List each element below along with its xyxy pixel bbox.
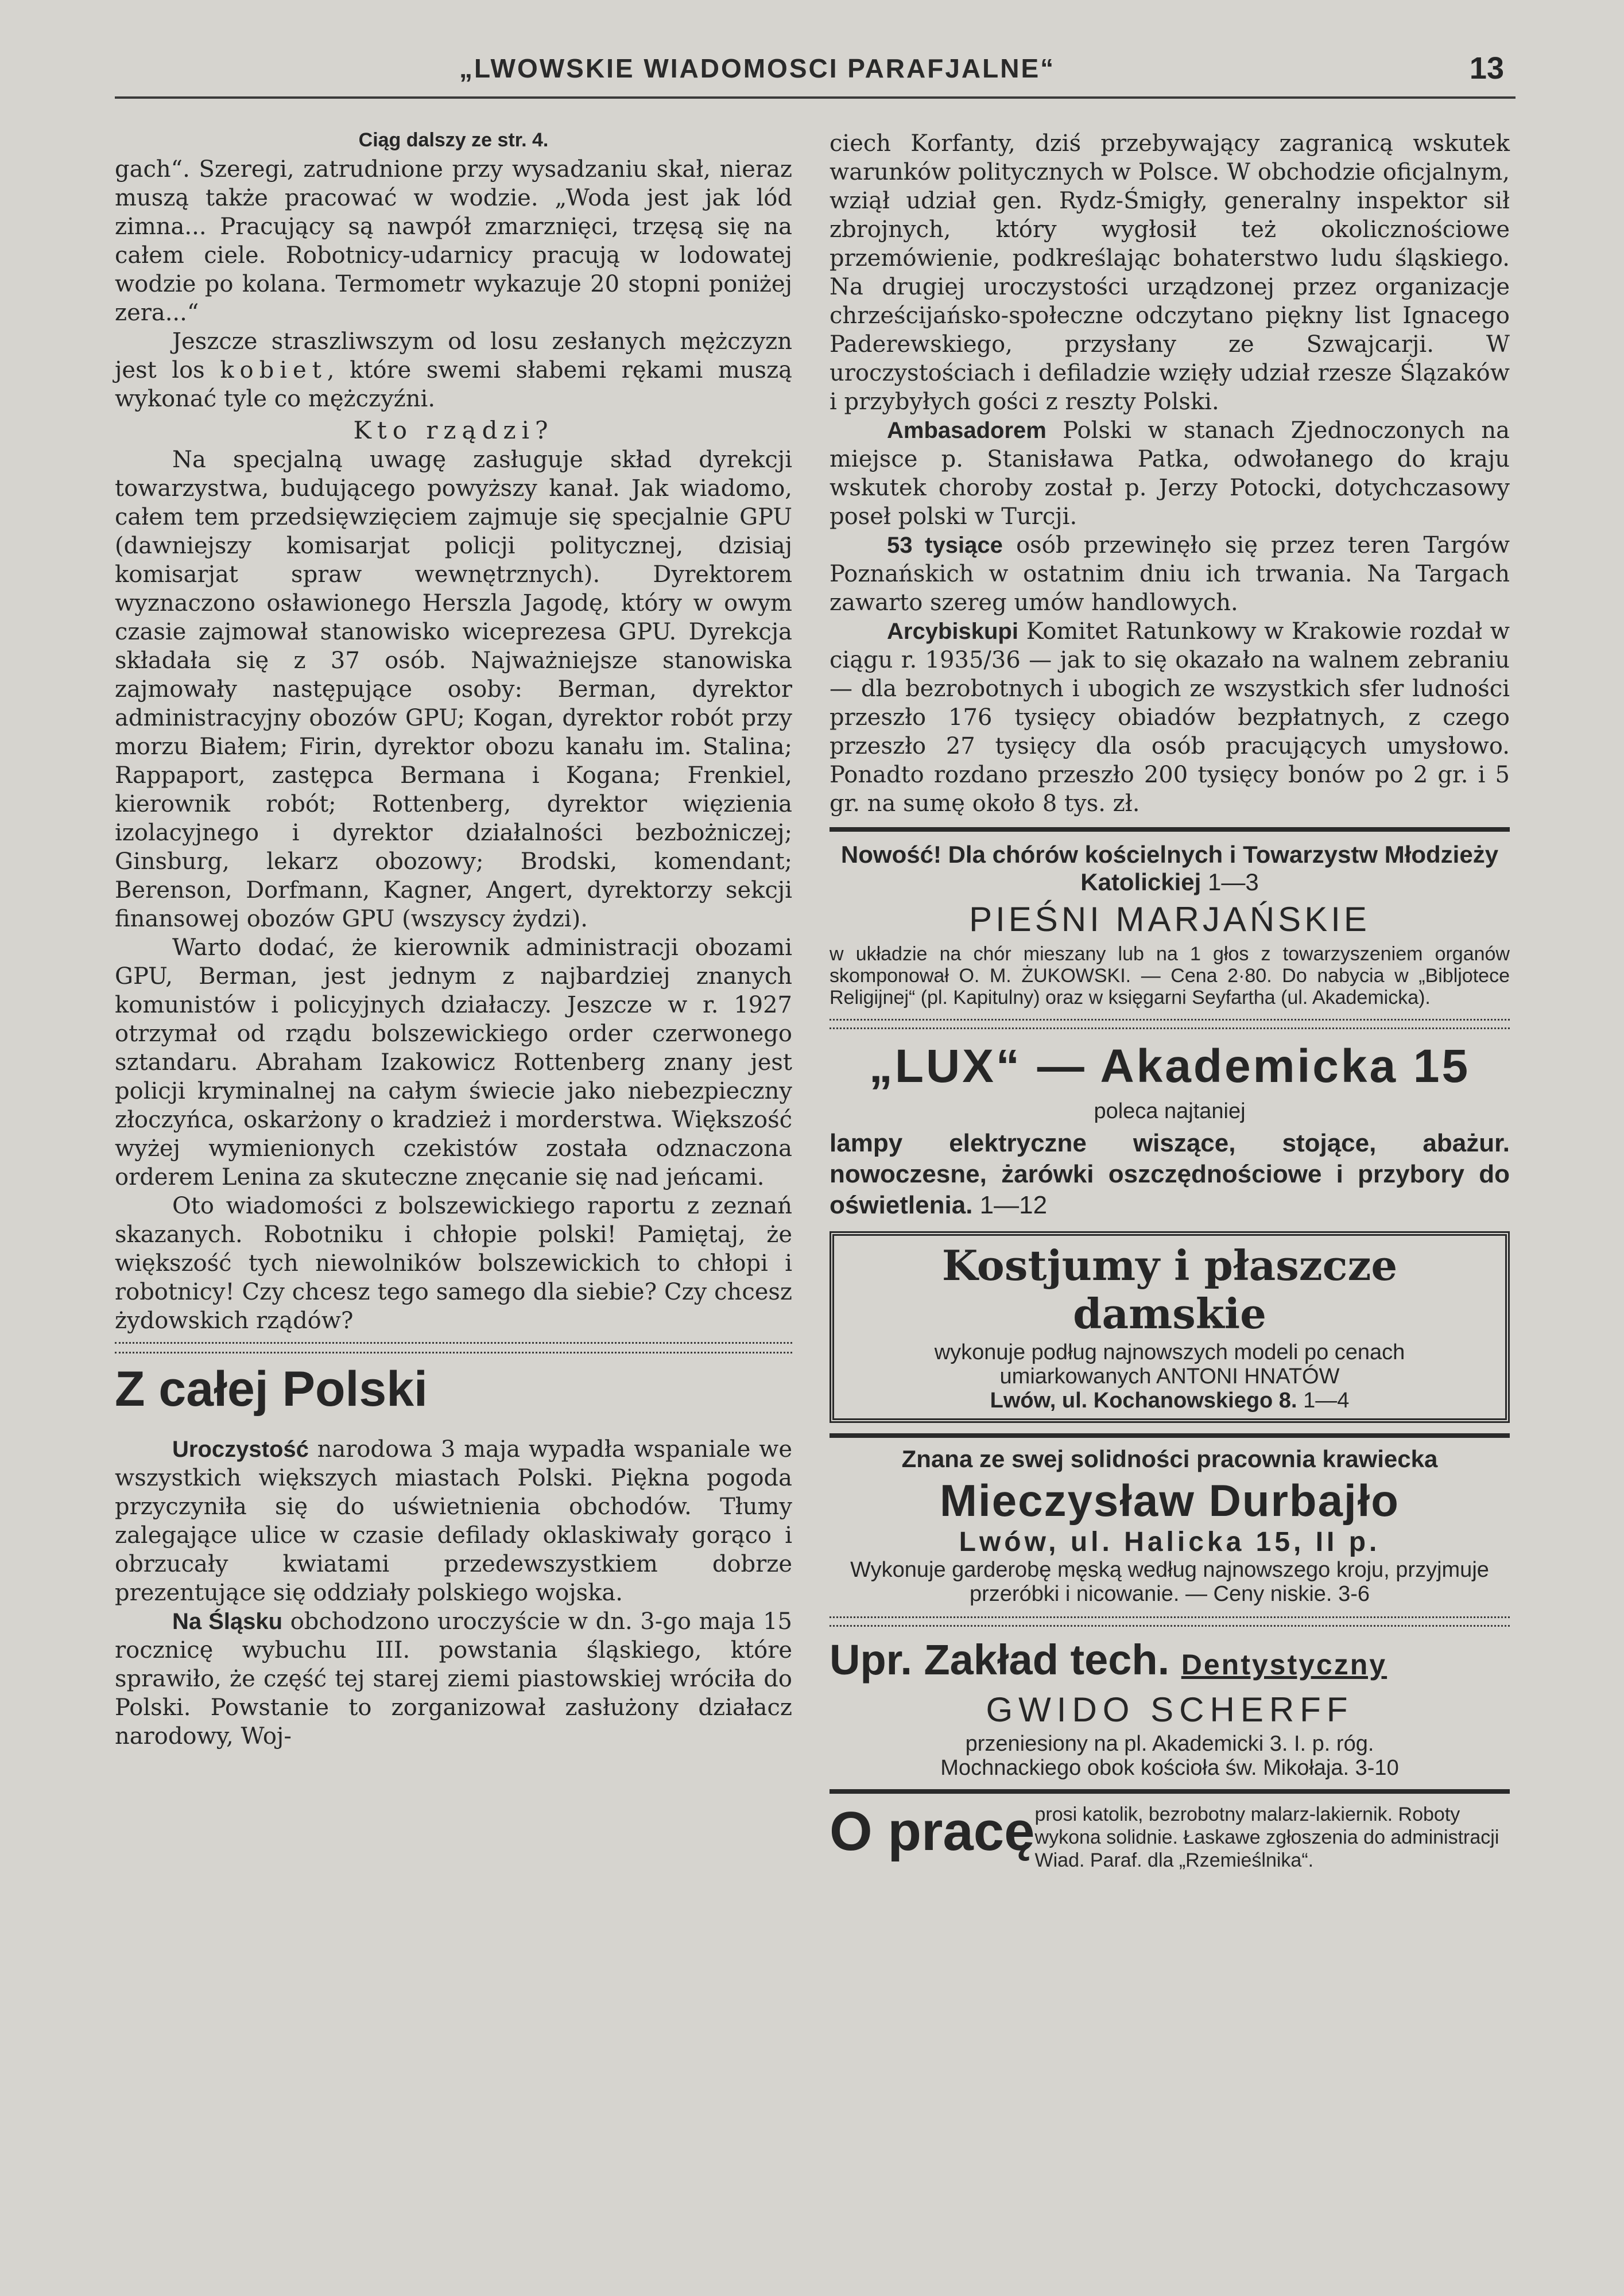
ad-lux-body: lampy elektryczne wiszące, stojące, abażur. nowoczesne, żarówki oszczędnościowe i przybory do oświetlenia. bbox=[830, 1129, 1510, 1219]
ad-code: 1—12 bbox=[979, 1191, 1048, 1219]
paragraph: ciech Korfanty, dziś przebywający zagranicą wskutek warunków politycznych w Polsce. W obchodzie oficjalnym, wziął udział gen. Rydz-Śmigły, generalny inspektor sił zbrojnych, który wygłosił też okolicznościowe przemówienie, podkreślając bohaterstwo ludu śląskiego. Na drugiej uroczystości urządzonej przez organizacje chrześcijańsko-społeczne odczytano piękny list Ignacego Paderewskiego, przysłany ze Szwajcarji. W uroczystościach i defiladzie wzięły udział rzesze Ślązaków i przybyłych gości z reszty Polski. bbox=[830, 130, 1510, 415]
ad-dentist-title: Upr. Zakład tech. bbox=[830, 1636, 1170, 1684]
ad-choir-headline: Nowość! Dla chórów kościelnych i Towarzystw Młodzieży Katolickiej bbox=[840, 841, 1499, 895]
paragraph bbox=[115, 1435, 792, 1607]
ad-tailor-headline: Znana ze swej solidności pracownia krawiecka bbox=[901, 1445, 1438, 1472]
ad-divider bbox=[830, 1019, 1510, 1029]
ad-dentist-name: GWIDO SCHERFF bbox=[986, 1690, 1354, 1729]
ad-divider bbox=[830, 1789, 1510, 1794]
ad-tailor bbox=[830, 1447, 1510, 1606]
paragraph: Oto wiadomości z bolszewickiego raportu z zeznań skazanych. Robotniku i chłopie polski! Pamiętaj, że większość tych niewolników bolszewickich to chłopi i robotnicy! Czy chcesz tego samego dla siebie? Czy chcesz żydowskich rządów? bbox=[115, 1193, 792, 1334]
ad-coats-line: umiarkowanych ANTONI HNATÓW bbox=[999, 1364, 1340, 1389]
ad-choir-songs bbox=[830, 841, 1510, 1009]
ad-divider bbox=[830, 827, 1510, 832]
continuation-note: Ciąg dalszy ze str. 4. bbox=[358, 129, 549, 151]
paragraph bbox=[115, 1607, 792, 1751]
news-body bbox=[115, 1435, 792, 1751]
paragraph: gach“. Szeregi, zatrudnione przy wysadzaniu skał, nieraz muszą także pracować w wodzie. „Woda jest jak lód zimna... Pracujący są nawpół zmarznięci, trzęsą się na całem ciele. Robotnicy-udarnicy pracują w lodowatej wodzie po kolana. Termometr wykazuje 20 stopni poniżej zera...“ bbox=[115, 156, 792, 326]
text-run: obchodzono uroczyście w dn. 3-go maja 15 rocznicę wybuchu III. powstania śląskiego, które sprawiło, że część tej starej ziemi piastowskiej wróciła do Polski. Powstanie to zorganizował zasłużony działacz narodowy, Woj- bbox=[115, 1608, 792, 1750]
right-column bbox=[830, 129, 1510, 1872]
ad-lux-subtitle: poleca najtaniej bbox=[1094, 1099, 1246, 1123]
ad-coats-title: Kostjumy i płaszcze damskie bbox=[941, 1241, 1398, 1338]
emphasis-spaced: kobiet bbox=[220, 357, 327, 383]
paragraph: Na specjalną uwagę zasługuje skład dyrekcji towarzystwa, budującego powyższy kanał. Jak wiadomo, całem tem przedsięwzięciem zajmuje się specjalnie GPU (dawniejszy komisarjat policji politycznej, dzisiaj komisarjat spraw wewnętrznych). Dyrektorem wyznaczono osławionego Herszla Jagodę, który w owym czasie zajmował stanowisko wiceprezesa GPU. Dyrekcja składała się z 37 osób. Najważniejsze stanowiska zajmowały następujące osoby: Berman, dyrektor administracyjny obozów GPU; Kogan, dyrektor robót przy morzu Białem; Firin, dyrektor obozu kanału im. Stalina; Rappaport, zastępca Bermana i Kogana; Frenkiel, kierownik robót; Rottenberg, dyrektor więzienia izolacyjnego i dyrektor działalności bezbożniczej; Ginsburg, lekarz obozowy; Brodski, komendant; Berenson, Dorfmann, Kagner, Angert, dyrektorzy sekcji finansowej obozów GPU (wszyscy żydzi). bbox=[115, 447, 792, 932]
text-run: Jeszcze straszliwszym od losu zesłanych mężczyzn jest los bbox=[115, 328, 792, 383]
article-body bbox=[115, 155, 792, 1335]
running-header bbox=[115, 51, 1516, 99]
lead-word: 53 tysiące bbox=[887, 533, 1003, 558]
paragraph: Warto dodać, że kierownik administracji obozami GPU, Berman, jest jednym z najbardziej znanych komunistów i policyjnych działaczy. Jeszcze w r. 1927 otrzymał od rządu bolszewickiego order czerwonego sztandaru. Abraham Izakowicz Rottenberg znany jest policji kryminalnej na całym świecie jako niebezpieczny złoczyńca, oskarżony o kradzież i morderstwa. Większość wyżej wymienionych czekistów została odznaczona orderem Lenina za skuteczne znęcanie się nad jeńcami. bbox=[115, 934, 792, 1190]
ad-lux-title: „LUX“ — Akademicka 15 bbox=[869, 1040, 1471, 1092]
text-run: narodowa 3 maja wypadła wspaniale we wszystkich większych miastach Polski. Piękna pogoda przyczyniła się do uświetnienia obchodów. Tłumy zalegające ulice w czasie defilady oklaskiwały gorąco i obrzucały kwiatami przedewszystkiem dobrze prezentujące się oddziały polskiego wojska. bbox=[115, 1436, 792, 1606]
ad-dentist-line: Mochnackiego obok kościoła św. Mikołaja. bbox=[940, 1756, 1350, 1780]
ad-work-text: prosi katolik, bezrobotny malarz-lakiernik. Roboty wykona solidnie. Łaskawe zgłoszenia do administracji Wiad. Paraf. dla „Rzemieślnika“. bbox=[1034, 1804, 1499, 1871]
news-body-continued bbox=[830, 129, 1510, 818]
subheading: Kto rządzi? bbox=[353, 416, 554, 444]
ad-work-wanted bbox=[830, 1803, 1510, 1872]
text-run: Polski w stanach Zjednoczonych na miejsce p. Stanisława Patka, odwołanego do kraju wskutek choroby został p. Jerzy Potocki, dotychczasowy poseł polski w Turcji. bbox=[830, 417, 1510, 530]
text-run: , które swemi słabemi rękami muszą wykonać tyle co mężczyźni. bbox=[115, 357, 792, 412]
ad-coats-box bbox=[830, 1231, 1510, 1423]
page-number: 13 bbox=[1469, 51, 1504, 86]
publication-title: „LWOWSKIE WIADOMOSCI PARAFJALNE“ bbox=[459, 53, 1056, 83]
ad-tailor-description: Wykonuje garderobę męską według najnowszego kroju, przyjmuje przeróbki i nicowanie. — Ceny niskie. bbox=[850, 1558, 1489, 1606]
left-column bbox=[115, 129, 792, 1751]
ad-dentist-title-2: Dentystyczny bbox=[1181, 1649, 1387, 1681]
ad-dentist bbox=[830, 1637, 1510, 1780]
ad-tailor-address: Lwów, ul. Halicka 15, II p. bbox=[959, 1527, 1381, 1557]
ad-choir-description: w układzie na chór mieszany lub na 1 głos z towarzyszeniem organów skomponował O. M. ŻUKOWSKI. — Cena 2·80. Do nabycia w „Bibljotece Religijnej“ (pl. Kapitulny) oraz w księgarni Seyfartha (ul. Akademicka). bbox=[830, 943, 1510, 1009]
ad-choir-title: PIEŚNI MARJAŃSKIE bbox=[969, 900, 1370, 938]
ad-divider bbox=[830, 1616, 1510, 1627]
lead-word: Arcybiskupi bbox=[887, 619, 1018, 644]
ad-coats-address: Lwów, ul. Kochanowskiego 8. bbox=[990, 1389, 1297, 1413]
ad-lux bbox=[830, 1040, 1510, 1221]
lead-word: Uroczystość bbox=[172, 1437, 309, 1462]
section-title: Z całej Polski bbox=[115, 1362, 428, 1417]
paragraph bbox=[830, 416, 1510, 531]
ad-code: 3-10 bbox=[1355, 1756, 1399, 1780]
text-run: osób przewinęło się przez teren Targów Poznańskich w ostatnim dniu ich trwania. Na Targach zawarto szereg umów handlowych. bbox=[830, 532, 1510, 616]
ad-work-headline: O pracę bbox=[830, 1801, 1035, 1862]
paragraph bbox=[830, 617, 1510, 818]
paragraph bbox=[115, 327, 792, 413]
ad-code: 3-6 bbox=[1338, 1582, 1370, 1606]
ad-dentist-line: przeniesiony na pl. Akademicki 3. I. p. róg. bbox=[965, 1732, 1374, 1756]
paragraph bbox=[830, 531, 1510, 617]
text-run: Komitet Ratunkowy w Krakowie rozdał w ciągu r. 1935/36 — jak to się okazało na walnem zebraniu — dla bezrobotnych i ubogich ze wszystkich sfer ludności przeszło 176 tysięcy obiadów bezpłatnych, z czego przeszło 27 tysięcy dla osób pracujących umysłowo. Ponadto rozdano przeszło 200 tysięcy bonów po 2 gr. i 5 gr. na sumę około 8 tys. zł. bbox=[830, 618, 1510, 817]
lead-word: Ambasadorem bbox=[887, 418, 1047, 443]
ad-divider bbox=[830, 1433, 1510, 1438]
advertisements bbox=[830, 827, 1510, 1872]
ad-code: 1—3 bbox=[1208, 868, 1259, 895]
ad-coats-line: wykonuje podług najnowszych modeli po cenach bbox=[934, 1340, 1405, 1364]
ad-tailor-name: Mieczysław Durbajło bbox=[940, 1475, 1400, 1526]
ad-code: 1—4 bbox=[1303, 1389, 1350, 1413]
ornamental-divider bbox=[115, 1342, 792, 1353]
lead-word: Na Śląsku bbox=[172, 1609, 283, 1634]
